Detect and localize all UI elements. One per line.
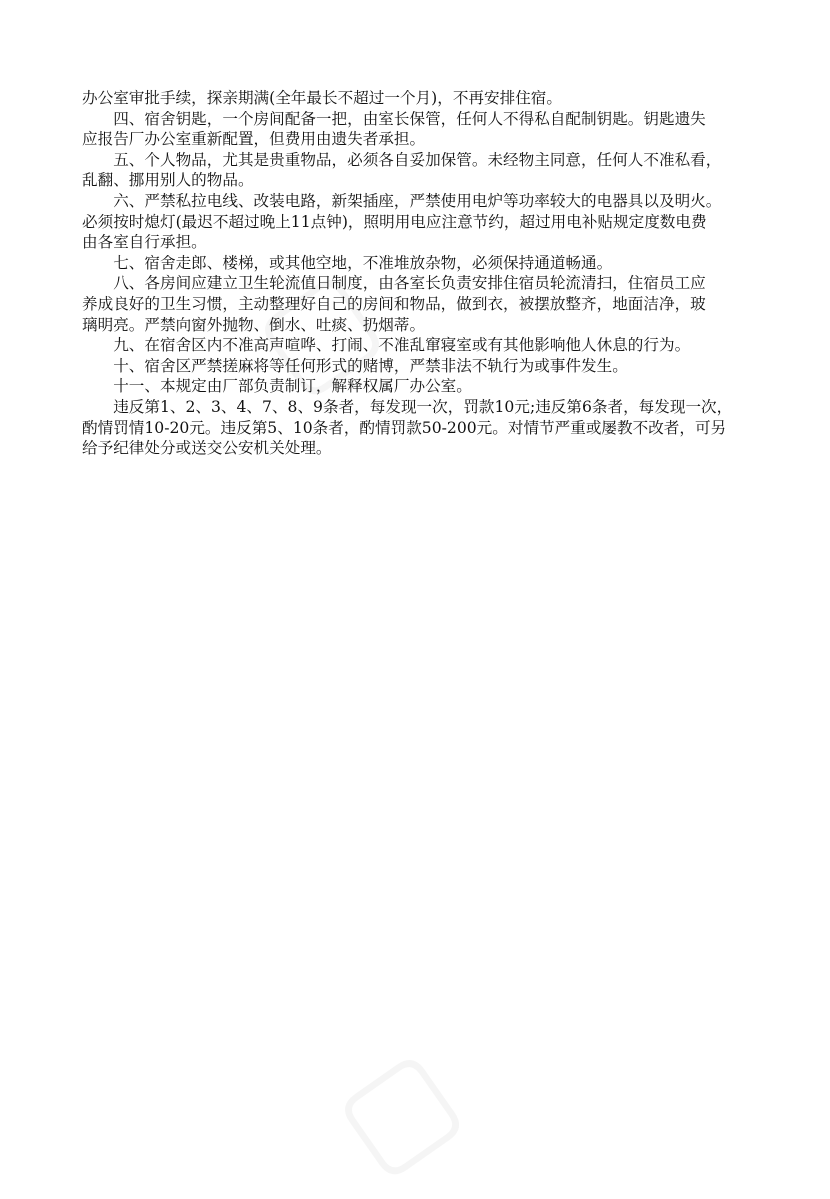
paragraph-rule-7: 七、宿舍走郎、楼梯，或其他空地，不准堆放杂物，必须保持通道畅通。 [113, 253, 613, 272]
paragraph-rule-6: 六、严禁私拉电线、改装电路，新架插座，严禁使用电炉等功率较大的电器具以及明火。 必须按时熄灯(最迟不超过晚上11点钟)，照明用电应注意节约，超过用电补贴规定度数电费 由各室自行承担。 [82, 191, 722, 252]
paragraph-rule-4: 四、宿舍钥匙，一个房间配备一把，由室长保管，任何人不得私自配制钥匙。钥匙遗失 应报告厂办公室重新配置，但费用由遗失者承担。 [82, 109, 706, 149]
paragraph-continuation: 办公室审批手续，探亲期满(全年最长不超过一个月)，不再安排住宿。 [82, 89, 562, 107]
paragraph-rule-11: 十一、本规定由厂部负责制订，解释权属厂办公室。 [113, 377, 472, 396]
paragraph-rule-10: 十、宿舍区严禁搓麻将等任何形式的赌博，严禁非法不轨行为或事件发生。 [113, 356, 628, 375]
paragraph-penalties: 违反第1、2、3、4、7、8、9条者，每发现一次，罚款10元;违反第6条者，每发现一次， 酌情罚情10-20元。违反第5、10条者，酌情罚款50-200元。对情节严重或屡教不改者，可另 给予纪律处分或送交公安机关处理。 [82, 397, 733, 458]
paragraph-rule-9: 九、在宿舍区内不准高声喧哗、打闹、不准乱窜寝室或有其他影响他人休息的行为。 [113, 336, 691, 355]
paragraph-rule-5: 五、个人物品，尤其是贵重物品，必须各自妥加保管。未经物主同意，任何人不准私看， 乱翻、挪用别人的物品。 [82, 150, 722, 190]
document-body [82, 88, 750, 459]
watermark-graphic [310, 1020, 483, 1199]
paragraph-rule-8: 八、各房间应建立卫生轮流值日制度，由各室长负责安排住宿员轮流清扫，住宿员工应 养成良好的卫生习惯，主动整理好自己的房间和物品，做到衣，被摆放整齐，地面洁净，玻 璃明亮。严禁向窗外抛物、倒水、吐痰、扔烟蒂。 [82, 274, 706, 334]
